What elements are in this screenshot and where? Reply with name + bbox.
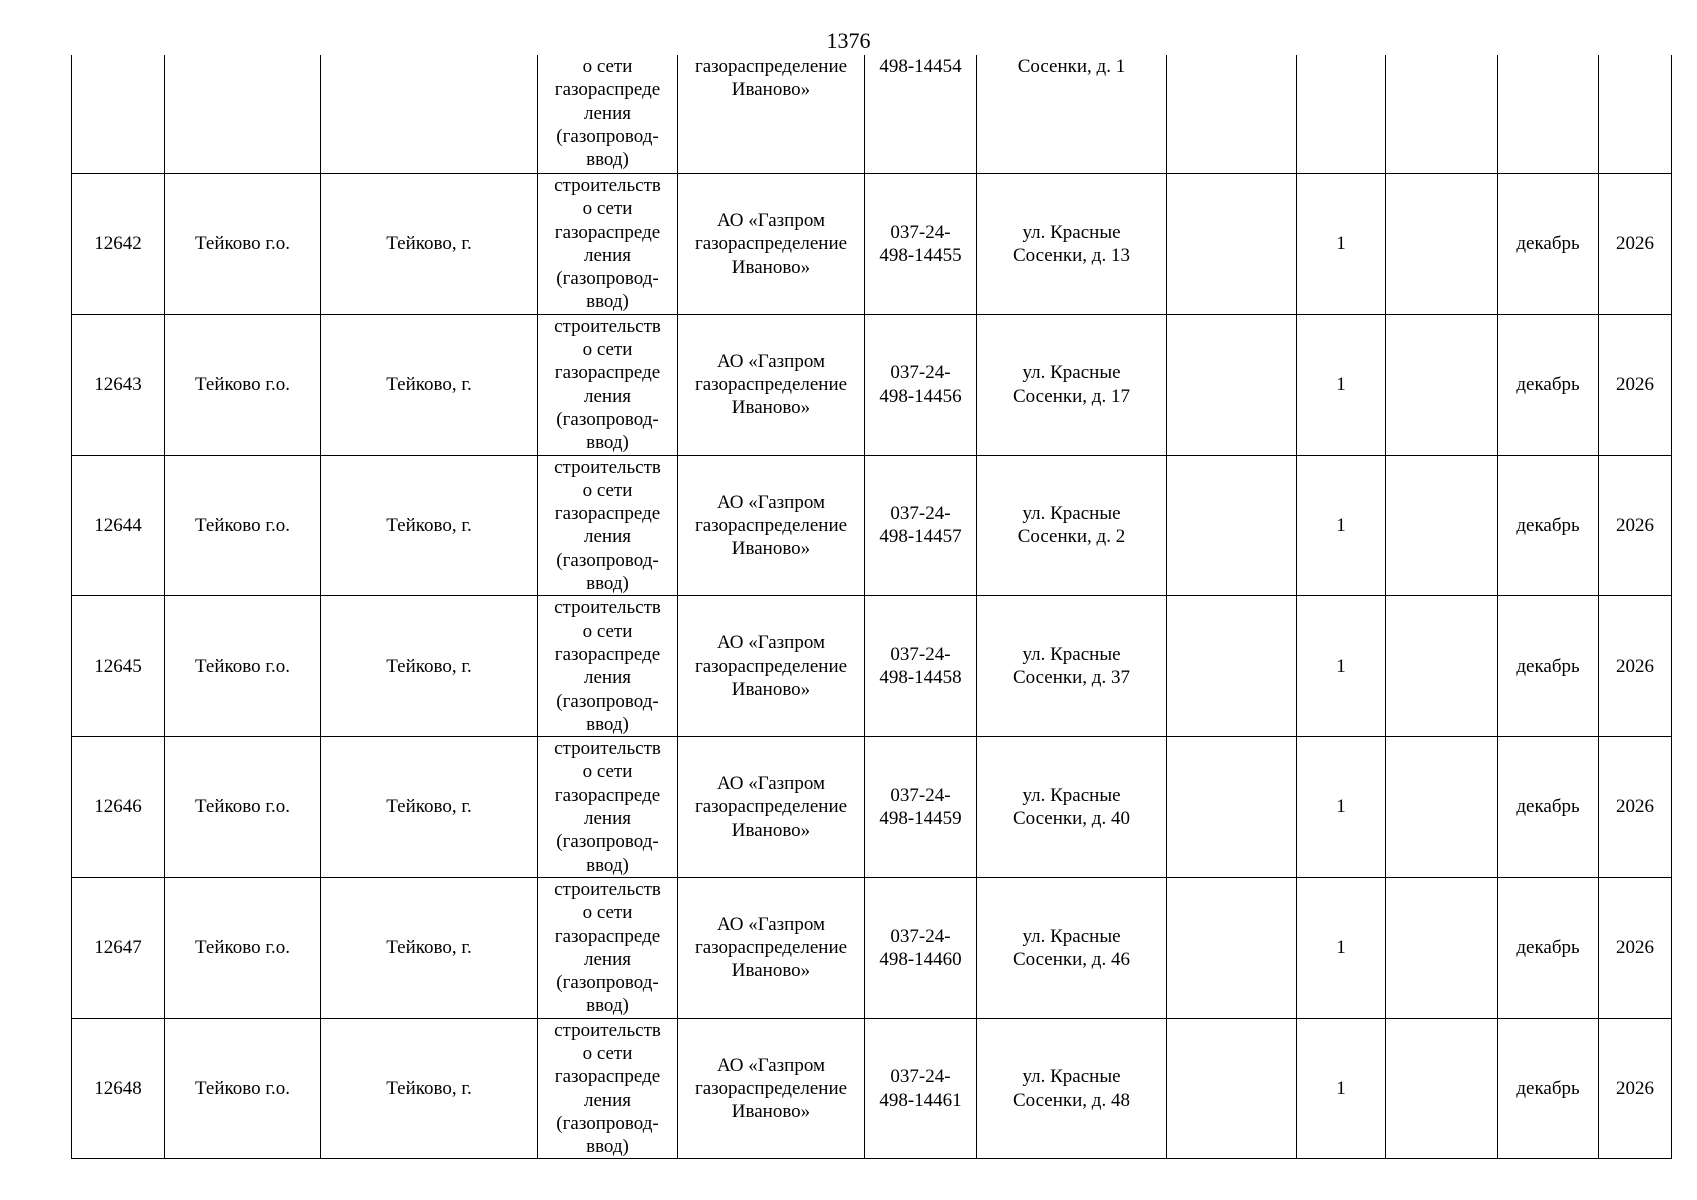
cell-id: 12645 — [72, 596, 165, 737]
cell-organization: АО «Газпром газораспределение Иваново» — [678, 1018, 865, 1159]
cell-address: ул. Красные Сосенки, д. 46 — [977, 877, 1167, 1018]
cell-address: ул. Красные Сосенки, д. 40 — [977, 737, 1167, 878]
cell-type: строительств о сети газораспреде ления (газопровод- ввод) — [538, 1018, 678, 1159]
cell-code: 037-24- 498-14455 — [865, 174, 977, 315]
cell-year: 2026 — [1599, 174, 1672, 315]
cell-month: декабрь — [1498, 314, 1599, 455]
cell-year: 2026 — [1599, 455, 1672, 596]
table-body — [72, 55, 1672, 1159]
cell-empty-1 — [1167, 877, 1297, 1018]
cell-empty-2 — [1386, 314, 1498, 455]
cell-quantity: 1 — [1297, 877, 1386, 1018]
cell-empty-1 — [1167, 1018, 1297, 1159]
cell-code: 037-24- 498-14456 — [865, 314, 977, 455]
cell-district: Тейково г.о. — [165, 737, 321, 878]
cell-empty-2 — [1386, 877, 1498, 1018]
cell-organization: АО «Газпром газораспределение Иваново» — [678, 314, 865, 455]
cell-organization: газораспределение Иваново» — [678, 55, 865, 174]
cell-month — [1498, 55, 1599, 174]
cell-year: 2026 — [1599, 877, 1672, 1018]
table-row — [72, 877, 1672, 1018]
table-row — [72, 1018, 1672, 1159]
cell-type: строительств о сети газораспреде ления (газопровод- ввод) — [538, 314, 678, 455]
table-row — [72, 737, 1672, 878]
cell-locality: Тейково, г. — [321, 877, 538, 1018]
cell-code: 037-24- 498-14459 — [865, 737, 977, 878]
cell-quantity: 1 — [1297, 596, 1386, 737]
cell-empty-1 — [1167, 314, 1297, 455]
cell-id: 12646 — [72, 737, 165, 878]
cell-empty-2 — [1386, 737, 1498, 878]
cell-year: 2026 — [1599, 596, 1672, 737]
table-row-continued — [72, 55, 1672, 174]
cell-type: строительств о сети газораспреде ления (газопровод- ввод) — [538, 737, 678, 878]
cell-quantity: 1 — [1297, 1018, 1386, 1159]
cell-code: 037-24- 498-14461 — [865, 1018, 977, 1159]
cell-locality: Тейково, г. — [321, 455, 538, 596]
cell-month: декабрь — [1498, 1018, 1599, 1159]
cell-locality: Тейково, г. — [321, 1018, 538, 1159]
cell-empty-2 — [1386, 1018, 1498, 1159]
cell-code: 037-24- 498-14460 — [865, 877, 977, 1018]
cell-address: Сосенки, д. 1 — [977, 55, 1167, 174]
cell-type: строительств о сети газораспреде ления (газопровод- ввод) — [538, 596, 678, 737]
cell-locality: Тейково, г. — [321, 174, 538, 315]
cell-id: 12642 — [72, 174, 165, 315]
cell-code: 498-14454 — [865, 55, 977, 174]
table-row — [72, 174, 1672, 315]
cell-month: декабрь — [1498, 596, 1599, 737]
cell-empty-1 — [1167, 596, 1297, 737]
cell-code: 037-24- 498-14457 — [865, 455, 977, 596]
cell-organization: АО «Газпром газораспределение Иваново» — [678, 596, 865, 737]
cell-month: декабрь — [1498, 455, 1599, 596]
cell-empty-1 — [1167, 174, 1297, 315]
cell-district: Тейково г.о. — [165, 174, 321, 315]
cell-district — [165, 55, 321, 174]
cell-address: ул. Красные Сосенки, д. 17 — [977, 314, 1167, 455]
table-row — [72, 596, 1672, 737]
cell-quantity: 1 — [1297, 314, 1386, 455]
cell-id: 12644 — [72, 455, 165, 596]
cell-year: 2026 — [1599, 314, 1672, 455]
cell-quantity: 1 — [1297, 174, 1386, 315]
cell-type: строительств о сети газораспреде ления (газопровод- ввод) — [538, 455, 678, 596]
cell-organization: АО «Газпром газораспределение Иваново» — [678, 877, 865, 1018]
cell-year: 2026 — [1599, 737, 1672, 878]
cell-type: строительств о сети газораспреде ления (газопровод- ввод) — [538, 174, 678, 315]
cell-id — [72, 55, 165, 174]
cell-locality: Тейково, г. — [321, 596, 538, 737]
cell-district: Тейково г.о. — [165, 877, 321, 1018]
cell-organization: АО «Газпром газораспределение Иваново» — [678, 174, 865, 315]
cell-address: ул. Красные Сосенки, д. 37 — [977, 596, 1167, 737]
cell-district: Тейково г.о. — [165, 314, 321, 455]
cell-empty-2 — [1386, 55, 1498, 174]
cell-type: о сети газораспреде ления (газопровод- ввод) — [538, 55, 678, 174]
cell-organization: АО «Газпром газораспределение Иваново» — [678, 455, 865, 596]
cell-locality — [321, 55, 538, 174]
cell-empty-2 — [1386, 455, 1498, 596]
cell-month: декабрь — [1498, 174, 1599, 315]
cell-organization: АО «Газпром газораспределение Иваново» — [678, 737, 865, 878]
cell-locality: Тейково, г. — [321, 737, 538, 878]
cell-type: строительств о сети газораспреде ления (газопровод- ввод) — [538, 877, 678, 1018]
cell-address: ул. Красные Сосенки, д. 48 — [977, 1018, 1167, 1159]
table-row — [72, 314, 1672, 455]
document-table — [71, 55, 1672, 1159]
cell-empty-1 — [1167, 55, 1297, 174]
cell-code: 037-24- 498-14458 — [865, 596, 977, 737]
cell-year — [1599, 55, 1672, 174]
cell-id: 12643 — [72, 314, 165, 455]
cell-district: Тейково г.о. — [165, 455, 321, 596]
cell-locality: Тейково, г. — [321, 314, 538, 455]
cell-year: 2026 — [1599, 1018, 1672, 1159]
page-number: 1376 — [826, 28, 871, 53]
table-row — [72, 455, 1672, 596]
cell-month: декабрь — [1498, 877, 1599, 1018]
cell-address: ул. Красные Сосенки, д. 2 — [977, 455, 1167, 596]
cell-quantity — [1297, 55, 1386, 174]
cell-month: декабрь — [1498, 737, 1599, 878]
cell-empty-2 — [1386, 174, 1498, 315]
cell-empty-1 — [1167, 737, 1297, 878]
cell-quantity: 1 — [1297, 737, 1386, 878]
cell-quantity: 1 — [1297, 455, 1386, 596]
cell-district: Тейково г.о. — [165, 1018, 321, 1159]
cell-address: ул. Красные Сосенки, д. 13 — [977, 174, 1167, 315]
cell-empty-2 — [1386, 596, 1498, 737]
cell-id: 12647 — [72, 877, 165, 1018]
cell-empty-1 — [1167, 455, 1297, 596]
cell-district: Тейково г.о. — [165, 596, 321, 737]
cell-id: 12648 — [72, 1018, 165, 1159]
